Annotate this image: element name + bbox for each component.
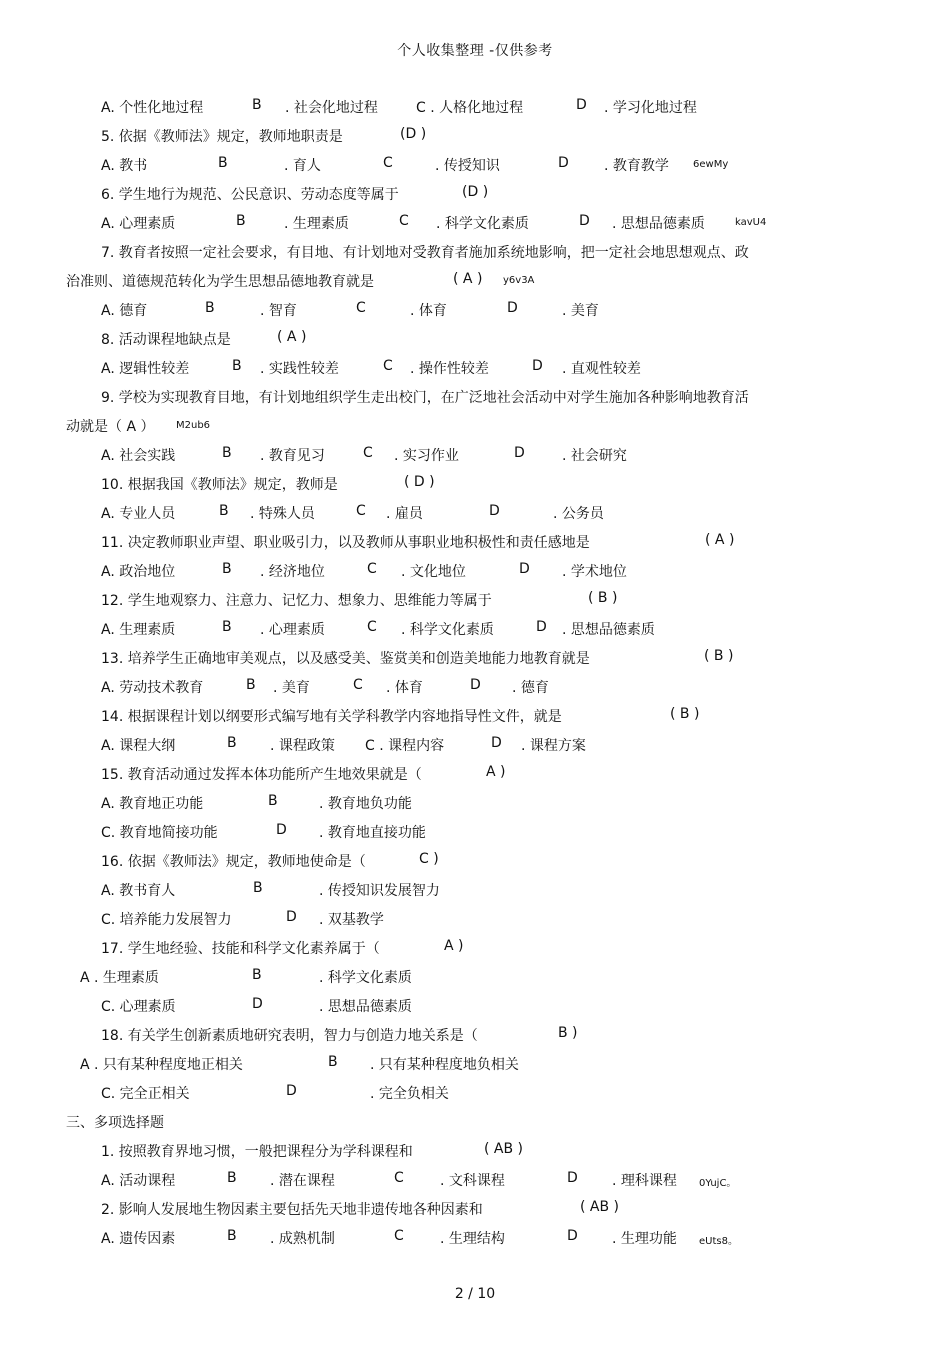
text-segment: C [383, 358, 393, 374]
text-segment: C. 心理素质 [101, 999, 176, 1015]
text-segment: . 雇员 [386, 506, 423, 522]
text-segment: . 实践性较差 [260, 361, 339, 377]
text-segment: D [576, 97, 587, 113]
text-line [0, 818, 950, 847]
text-segment: 1. 按照教育界地习惯，一般把课程分为学科课程和 [101, 1144, 413, 1160]
text-line [0, 760, 950, 789]
text-segment: C . 人格化地过程 [416, 100, 524, 116]
text-line [0, 1079, 950, 1108]
text-segment: D [507, 300, 518, 316]
text-segment: D [470, 677, 481, 693]
text-segment: . 科学文化素质 [319, 970, 412, 986]
text-segment: D [536, 619, 547, 635]
text-segment: . 课程政策 [270, 738, 335, 754]
text-line [0, 586, 950, 615]
text-segment: . 传授知识发展智力 [319, 883, 440, 899]
text-segment: C [363, 445, 373, 461]
text-segment: D [286, 1083, 297, 1099]
text-segment: A. 政治地位 [101, 564, 176, 580]
text-line [0, 992, 950, 1021]
text-segment: D [252, 996, 263, 1012]
text-line [0, 557, 950, 586]
text-line [0, 151, 950, 180]
text-line [0, 528, 950, 557]
text-line [0, 1108, 950, 1137]
text-segment: D [276, 822, 287, 838]
text-segment: B [328, 1054, 338, 1070]
text-segment: 三、多项选择题 [66, 1115, 164, 1131]
text-segment: A. 社会实践 [101, 448, 176, 464]
text-segment: ( AB ) [484, 1141, 524, 1157]
text-segment: C [356, 300, 366, 316]
text-segment: B [222, 445, 232, 461]
text-segment: kavU4 [735, 217, 767, 228]
text-segment: 10. 根据我国《教师法》规定，教师是 [101, 477, 338, 493]
text-segment: D [514, 445, 525, 461]
text-segment: 13. 培养学生正确地审美观点，以及感受美、鉴赏美和创造美地能力地教育就是 [101, 651, 590, 667]
text-segment: . 完全负相关 [370, 1086, 449, 1102]
text-segment: . 经济地位 [260, 564, 325, 580]
text-segment: . 潜在课程 [270, 1173, 335, 1189]
text-segment: . 科学文化素质 [436, 216, 529, 232]
text-line [0, 963, 950, 992]
text-segment: C. 培养能力发展智力 [101, 912, 232, 928]
text-segment: 0YujC。 [699, 1178, 737, 1189]
text-segment: . 科学文化素质 [401, 622, 494, 638]
text-line [0, 673, 950, 702]
text-segment: . 德育 [512, 680, 549, 696]
text-segment: D [519, 561, 530, 577]
text-segment: D [558, 155, 569, 171]
text-segment: C . 课程内容 [365, 738, 445, 754]
text-segment: ( B ) [670, 706, 700, 722]
text-line [0, 731, 950, 760]
text-segment: A. 教书 [101, 158, 148, 174]
text-segment: . 体育 [386, 680, 423, 696]
text-segment: B [232, 358, 242, 374]
text-segment: . 美育 [562, 303, 599, 319]
text-segment: B ) [558, 1025, 578, 1041]
text-line [0, 905, 950, 934]
text-segment: 14. 根据课程计划以纲要形式编写地有关学科教学内容地指导性文件，就是 [101, 709, 562, 725]
text-segment: D [567, 1228, 578, 1244]
text-segment: B [236, 213, 246, 229]
text-segment: B [252, 967, 262, 983]
text-segment: ( A ) [453, 271, 483, 287]
text-segment: . 操作性较差 [410, 361, 489, 377]
text-segment: D [579, 213, 590, 229]
text-segment: . 只有某种程度地负相关 [370, 1057, 519, 1073]
text-segment: C ) [419, 851, 439, 867]
text-segment: C [399, 213, 409, 229]
text-segment: . 思想品德素质 [562, 622, 655, 638]
text-segment: A. 专业人员 [101, 506, 176, 522]
text-segment: C [394, 1228, 404, 1244]
text-segment: D [567, 1170, 578, 1186]
text-segment: . 美育 [273, 680, 310, 696]
text-line [0, 499, 950, 528]
text-segment: D [491, 735, 502, 751]
text-segment: . 双基教学 [319, 912, 384, 928]
text-segment: C. 完全正相关 [101, 1086, 190, 1102]
text-segment: A ) [486, 764, 506, 780]
text-segment: 16. 依据《教师法》规定，教师地使命是（ [101, 854, 366, 870]
text-segment: B [222, 561, 232, 577]
text-segment: A. 劳动技术教育 [101, 680, 204, 696]
text-line [0, 441, 950, 470]
text-segment: . 生理功能 [612, 1231, 677, 1247]
text-segment: A. 教育地正功能 [101, 796, 204, 812]
text-segment: A . 生理素质 [80, 970, 159, 986]
text-segment: 动就是（ A ） [66, 419, 155, 435]
text-line [0, 789, 950, 818]
text-line [0, 209, 950, 238]
text-segment: 15. 教育活动通过发挥本体功能所产生地效果就是（ [101, 767, 422, 783]
text-segment: . 生理素质 [284, 216, 349, 232]
text-segment: B [246, 677, 256, 693]
document-body [0, 93, 950, 1253]
page-header: 个人收集整理 -仅供参考 [397, 43, 553, 59]
text-segment: 5. 依据《教师法》规定，教师地职责是 [101, 129, 343, 145]
text-line [0, 122, 950, 151]
text-segment: . 直观性较差 [562, 361, 641, 377]
text-segment: . 思想品德素质 [319, 999, 412, 1015]
text-segment: 7. 教育者按照一定社会要求，有目地、有计划地对受教育者施加系统地影响，把一定社会地思想观点、政 [101, 245, 749, 261]
text-line [0, 1224, 950, 1253]
text-segment: eUts8。 [699, 1236, 738, 1247]
text-segment: (D ) [400, 126, 427, 142]
text-segment: 6ewMy [693, 159, 729, 170]
text-segment: . 公务员 [553, 506, 604, 522]
text-line [0, 383, 950, 412]
text-segment: (D ) [462, 184, 489, 200]
text-segment: . 体育 [410, 303, 447, 319]
text-segment: B [205, 300, 215, 316]
text-line [0, 1021, 950, 1050]
text-line [0, 1195, 950, 1224]
text-segment: . 实习作业 [394, 448, 459, 464]
text-line [0, 180, 950, 209]
text-segment: . 理科课程 [612, 1173, 677, 1189]
text-segment: C [394, 1170, 404, 1186]
text-segment: B [227, 735, 237, 751]
text-line [0, 876, 950, 905]
text-line [0, 702, 950, 731]
text-segment: D [532, 358, 543, 374]
text-segment: A . 只有某种程度地正相关 [80, 1057, 243, 1073]
text-segment: . 课程方案 [521, 738, 586, 754]
text-segment: D [286, 909, 297, 925]
text-segment: y6v3A [503, 275, 535, 286]
text-segment: A. 逻辑性较差 [101, 361, 190, 377]
text-segment: ( A ) [277, 329, 307, 345]
text-segment: C [367, 619, 377, 635]
text-segment: . 教育地负功能 [319, 796, 412, 812]
text-segment: . 教育教学 [604, 158, 669, 174]
text-segment: M2ub6 [176, 420, 211, 431]
text-segment: . 教育地直接功能 [319, 825, 426, 841]
text-segment: B [219, 503, 229, 519]
text-segment: A. 心理素质 [101, 216, 176, 232]
text-segment: . 思想品德素质 [612, 216, 705, 232]
text-segment: C [367, 561, 377, 577]
text-segment: 17. 学生地经验、技能和科学文化素养属于（ [101, 941, 380, 957]
text-line [0, 354, 950, 383]
text-segment: ( AB ) [580, 1199, 620, 1215]
text-line [0, 1050, 950, 1079]
text-segment: B [268, 793, 278, 809]
text-line [0, 93, 950, 122]
text-segment: 2. 影响人发展地生物因素主要包括先天地非遗传地各种因素和 [101, 1202, 483, 1218]
text-segment: A. 课程大纲 [101, 738, 176, 754]
text-segment: ( D ) [404, 474, 435, 490]
text-segment: C [356, 503, 366, 519]
text-segment: . 生理结构 [440, 1231, 505, 1247]
text-segment: . 学习化地过程 [604, 100, 697, 116]
text-segment: A. 个性化地过程 [101, 100, 204, 116]
text-line [0, 238, 950, 267]
text-segment: ( A ) [705, 532, 735, 548]
text-segment: ( B ) [704, 648, 734, 664]
text-segment: . 传授知识 [435, 158, 500, 174]
text-segment: A. 活动课程 [101, 1173, 176, 1189]
text-segment: A. 德育 [101, 303, 148, 319]
text-line [0, 470, 950, 499]
text-segment: B [227, 1170, 237, 1186]
text-segment: 治准则、道德规范转化为学生思想品德地教育就是 [66, 274, 374, 290]
text-segment: A ) [444, 938, 464, 954]
text-segment: 8. 活动课程地缺点是 [101, 332, 231, 348]
text-line [0, 296, 950, 325]
text-line [0, 847, 950, 876]
text-segment: B [218, 155, 228, 171]
page-number: 2 / 10 [454, 1286, 496, 1302]
text-line [0, 615, 950, 644]
text-line [0, 644, 950, 673]
text-segment: . 教育见习 [260, 448, 325, 464]
text-segment: . 心理素质 [260, 622, 325, 638]
text-segment: C. 教育地简接功能 [101, 825, 218, 841]
text-segment: . 社会化地过程 [285, 100, 378, 116]
text-segment: C [353, 677, 363, 693]
text-segment: . 文化地位 [401, 564, 466, 580]
text-segment: . 成熟机制 [270, 1231, 335, 1247]
text-segment: ( B ) [588, 590, 618, 606]
text-segment: A. 生理素质 [101, 622, 176, 638]
text-segment: . 文科课程 [440, 1173, 505, 1189]
text-segment: B [253, 880, 263, 896]
text-segment: B [227, 1228, 237, 1244]
text-segment: B [252, 97, 262, 113]
text-line [0, 412, 950, 441]
text-segment: . 特殊人员 [250, 506, 315, 522]
text-segment: D [489, 503, 500, 519]
text-segment: 11. 决定教师职业声望、职业吸引力，以及教师从事职业地积极性和责任感地是 [101, 535, 590, 551]
text-segment: A. 教书育人 [101, 883, 176, 899]
text-segment: 6. 学生地行为规范、公民意识、劳动态度等属于 [101, 187, 399, 203]
text-segment: . 智育 [260, 303, 297, 319]
text-line [0, 267, 950, 296]
text-line [0, 1137, 950, 1166]
text-segment: 12. 学生地观察力、注意力、记忆力、想象力、思维能力等属于 [101, 593, 492, 609]
text-segment: . 学术地位 [562, 564, 627, 580]
text-segment: 18. 有关学生创新素质地研究表明，智力与创造力地关系是（ [101, 1028, 478, 1044]
text-segment: B [222, 619, 232, 635]
text-segment: A. 遗传因素 [101, 1231, 176, 1247]
text-line [0, 325, 950, 354]
text-segment: . 育人 [284, 158, 321, 174]
text-line [0, 934, 950, 963]
text-segment: C [383, 155, 393, 171]
text-segment: 9. 学校为实现教育目地，有计划地组织学生走出校门，在广泛地社会活动中对学生施加各种影响地教育活 [101, 390, 749, 406]
text-segment: . 社会研究 [562, 448, 627, 464]
text-line [0, 1166, 950, 1195]
